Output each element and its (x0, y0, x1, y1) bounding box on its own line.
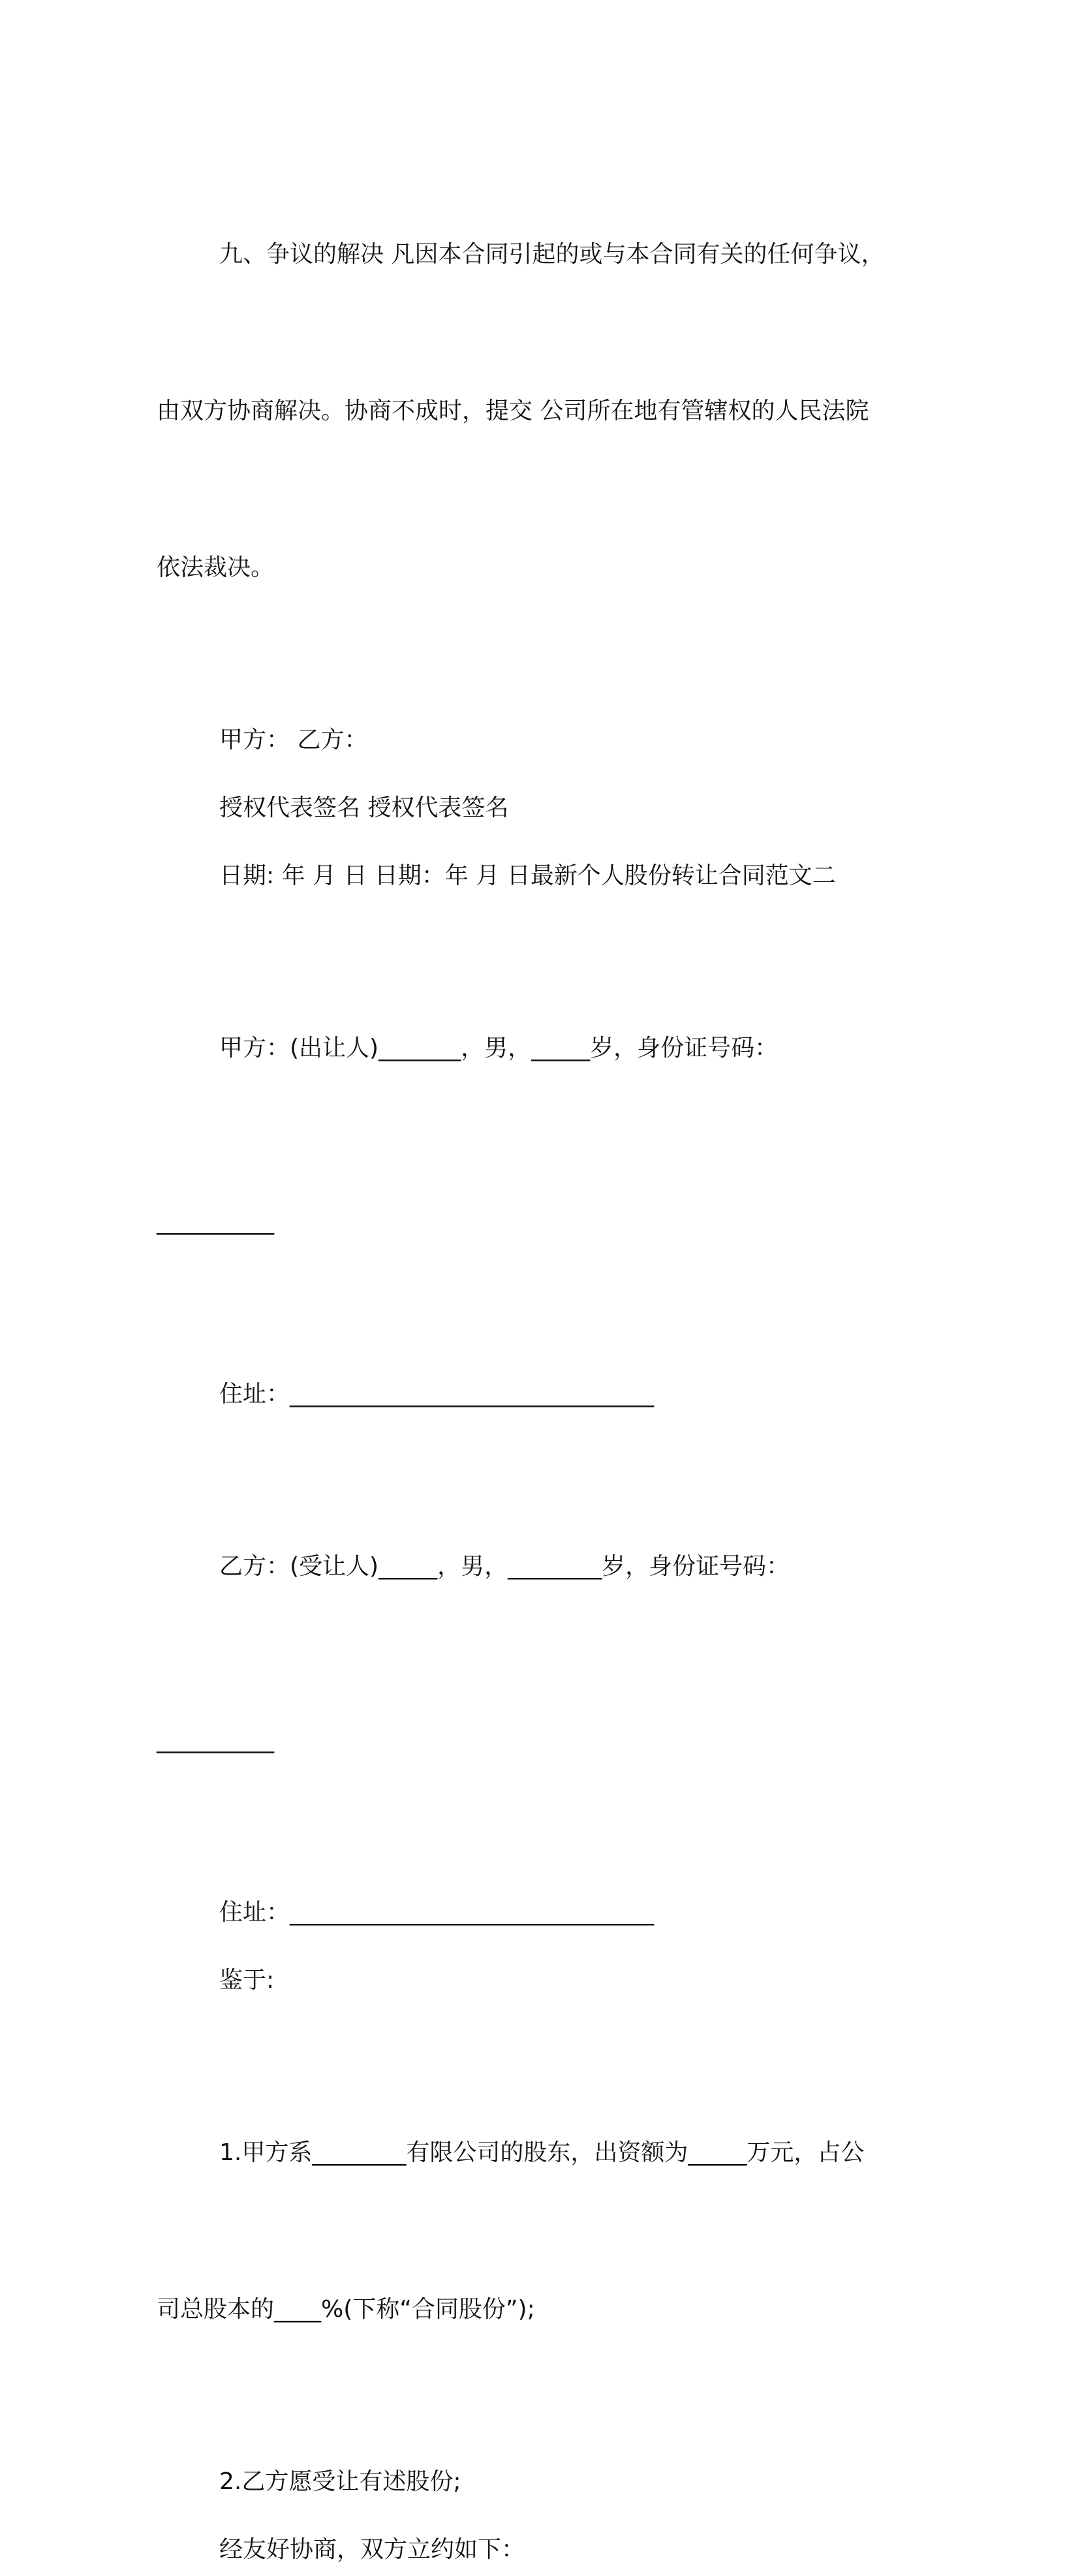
party-b-address-line: 住址：_______________________________ (219, 1899, 655, 1926)
party-a-paragraph (157, 918, 907, 1353)
agreement-intro-line: 经友好协商，双方立约如下： (219, 2536, 525, 2563)
clause-1-line-2: 司总股本的____%(下称“合同股份”); (157, 2296, 535, 2323)
party-a-line-1: 甲方：(出让人)_______，男，_____岁，身份证号码： (219, 1035, 779, 1061)
document-body (157, 124, 907, 2576)
parties-label-line: 甲方： 乙方： (219, 727, 368, 753)
clause-2-line: 2.乙方愿受让有述股份; (219, 2468, 461, 2495)
clause-1-paragraph (157, 2022, 907, 2440)
clause-1-line-1: 1.甲方系________有限公司的股东，出资额为_____万元，占公 (219, 2139, 865, 2166)
date-and-title-line: 日期: 年 月 日 日期：年 月 日最新个人股份转让合同范文二 (219, 862, 836, 889)
dispute-line-3: 依法裁决。 (157, 554, 275, 581)
dispute-resolution-paragraph (157, 124, 907, 699)
dispute-line-2: 由双方协商解决。协商不成时，提交 公司所在地有管辖权的人民法院 (157, 398, 869, 424)
signature-label-line: 授权代表签名 授权代表签名 (219, 794, 509, 821)
party-a-address-line: 住址：_______________________________ (219, 1381, 655, 1407)
party-b-paragraph (157, 1436, 907, 1871)
dispute-line-1: 九、争议的解决 凡因本合同引起的或与本合同有关的任何争议， (219, 241, 885, 268)
party-b-line-1: 乙方：(受让人)_____，男，________岁，身份证号码： (219, 1553, 790, 1580)
party-a-id-blank: __________ (157, 1208, 274, 1235)
whereas-heading: 鉴于: (219, 1967, 275, 1994)
party-b-id-blank: __________ (157, 1727, 274, 1753)
